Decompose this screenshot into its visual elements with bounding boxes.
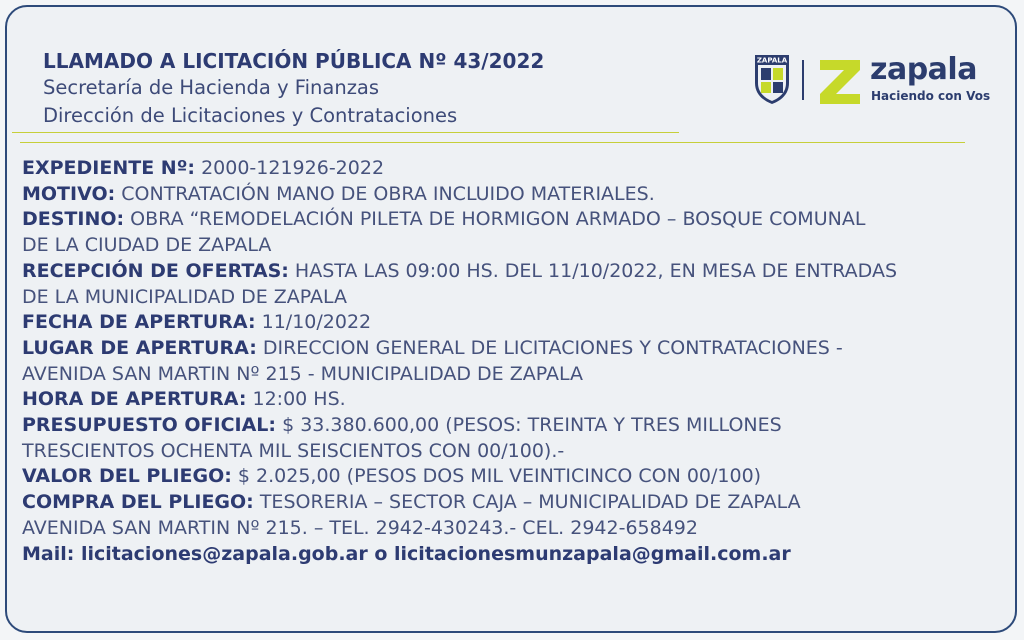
field-lugar: [22, 336, 1012, 362]
field-compra-cont: [22, 516, 1012, 542]
field-recepcion: [22, 259, 1012, 285]
logo-separator: [802, 60, 804, 100]
field-value: HASTA LAS 09:00 HS. DEL 11/10/2022, EN MESA DE ENTRADAS: [294, 259, 898, 282]
field-valor: [22, 464, 1012, 490]
field-value: OBRA “REMODELACIÓN PILETA DE HORMIGON ARMADO – BOSQUE COMUNAL: [130, 208, 866, 231]
field-value: AVENIDA SAN MARTIN Nº 215 - MUNICIPALIDAD DE ZAPALA: [22, 362, 584, 385]
divider-line: [12, 132, 679, 133]
field-value: AVENIDA SAN MARTIN Nº 215. – TEL. 2942-430243.- CEL. 2942-658492: [22, 516, 698, 539]
contact-mail: Mail: licitaciones@zapala.gob.ar o licitacionesmunzapala@gmail.com.ar: [22, 542, 791, 565]
field-value: $ 33.380.600,00 (PESOS: TREINTA Y TRES MILLONES: [282, 414, 782, 437]
announcement-body: [22, 156, 1012, 567]
field-label: COMPRA DEL PLIEGO:: [22, 491, 254, 514]
field-label: VALOR DEL PLIEGO:: [22, 465, 232, 488]
brand-name: zapala: [870, 52, 977, 87]
header-subtitle-direccion: Dirección de Licitaciones y Contrataciones: [43, 104, 458, 127]
field-destino-cont: [22, 233, 1012, 259]
field-expediente: [22, 156, 1012, 182]
field-recepcion-cont: [22, 285, 1012, 311]
svg-text:ZAPALA: ZAPALA: [756, 56, 788, 65]
field-motivo: [22, 182, 1012, 208]
field-hora: [22, 387, 1012, 413]
field-label: RECEPCIÓN DE OFERTAS:: [22, 259, 289, 282]
field-value: DE LA MUNICIPALIDAD DE ZAPALA: [22, 285, 348, 308]
field-value: 2000-121926-2022: [201, 157, 385, 179]
field-compra: [22, 490, 1012, 516]
field-presupuesto-cont: [22, 439, 1012, 465]
field-label: EXPEDIENTE Nº:: [22, 157, 196, 179]
field-value: $ 2.025,00 (PESOS DOS MIL VEINTICINCO CON 00/100): [237, 465, 762, 488]
field-value: DIRECCION GENERAL DE LICITACIONES Y CONTRATACIONES -: [262, 336, 843, 359]
page-title: LLAMADO A LICITACIÓN PÚBLICA Nº 43/2022: [43, 49, 545, 73]
zapala-z-logo-icon: [816, 56, 864, 106]
logo: [752, 52, 992, 112]
field-value: DE LA CIUDAD DE ZAPALA: [22, 234, 272, 257]
field-label: DESTINO:: [22, 208, 125, 231]
header-subtitle-secretaria: Secretaría de Hacienda y Finanzas: [43, 76, 380, 99]
field-value: 12:00 HS.: [252, 388, 346, 411]
field-value: TESORERIA – SECTOR CAJA – MUNICIPALIDAD DE ZAPALA: [259, 491, 801, 514]
field-destino: [22, 207, 1012, 233]
zapala-crest-icon: [752, 53, 792, 105]
field-lugar-cont: [22, 362, 1012, 388]
field-label: HORA DE APERTURA:: [22, 388, 247, 411]
field-label: MOTIVO:: [22, 182, 116, 205]
field-value: TRESCIENTOS OCHENTA MIL SEISCIENTOS CON 00/100).-: [22, 439, 565, 462]
brand-tagline: Haciendo con Vos: [871, 89, 991, 103]
field-label: FECHA DE APERTURA:: [22, 311, 256, 334]
field-presupuesto: [22, 413, 1012, 439]
field-label: LUGAR DE APERTURA:: [22, 336, 257, 359]
divider-line: [20, 142, 965, 143]
field-value: 11/10/2022: [261, 311, 372, 334]
field-fecha: [22, 310, 1012, 336]
header: [43, 48, 544, 130]
field-value: CONTRATACIÓN MANO DE OBRA INCLUIDO MATERIALES.: [121, 182, 655, 205]
field-label: PRESUPUESTO OFICIAL:: [22, 414, 277, 437]
